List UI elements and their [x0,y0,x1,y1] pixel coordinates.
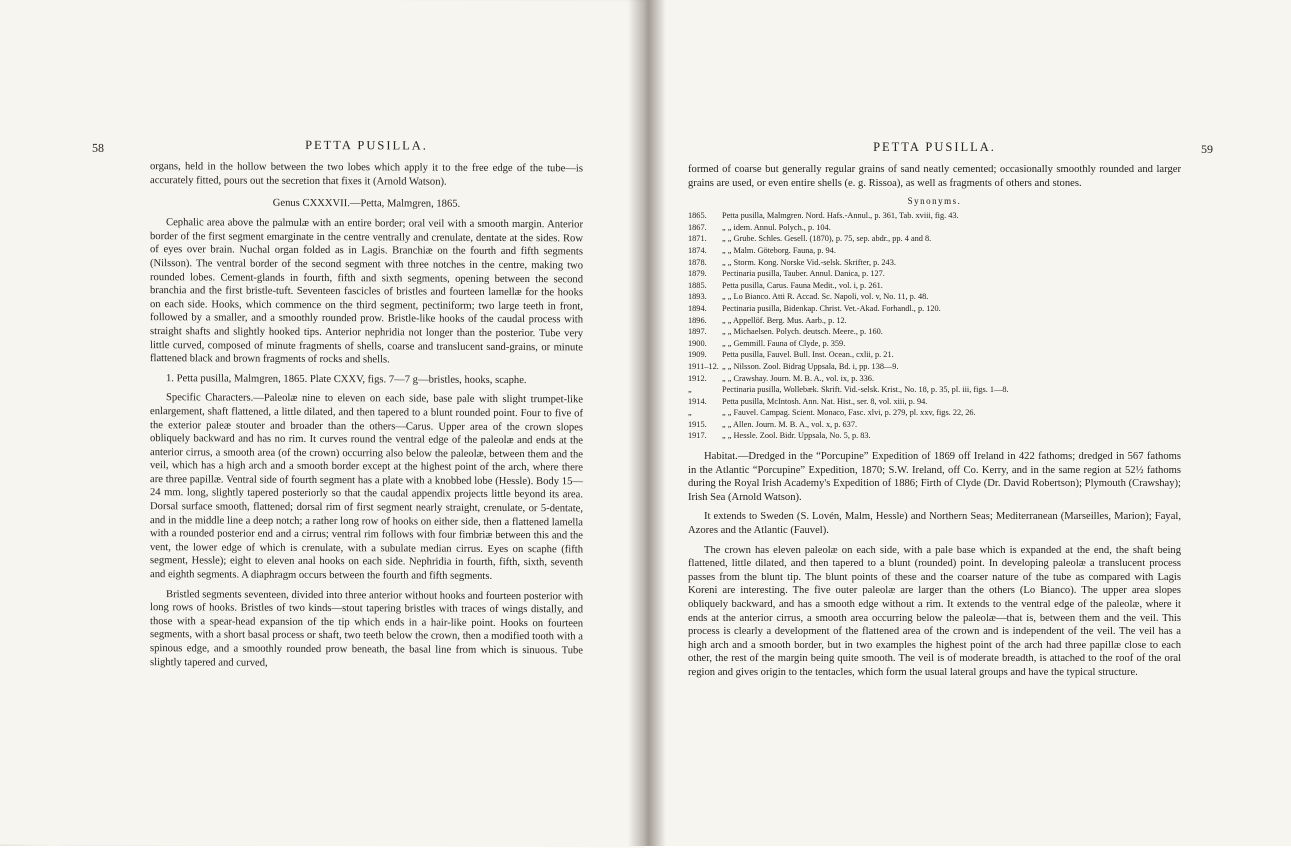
synonym-entry [688,280,1181,292]
right-opening-paragraph: formed of coarse but generally regular grains of sand neatly cemented; occasionally smoothly rounded and larger grains are used, or even entire shells (e. g. Rissoa), as well as fragments of others and stones. [688,164,1181,189]
synonym-citation: „ „ Fauvel. Campag. Scient. Monaco, Fasc. xlvi, p. 279, pl. xxv, figs. 22, 26. [722,408,976,418]
synonym-year: 1897. [688,327,707,337]
synonym-citation: „ „ Lo Bianco. Atti R. Accad. Sc. Napoli, vol. v, No. 11, p. 48. [722,292,929,302]
synonym-year: 1914. [688,396,707,406]
synonym-entry [688,210,1181,222]
synonym-entry [688,303,1181,315]
synonym-year: 1912. [688,373,707,383]
synonym-year: 1885. [688,280,707,290]
synonym-year: 1917. [688,431,707,441]
synonym-citation: Petta pusilla, Carus. Fauna Medit., vol. i, p. 261. [722,280,883,290]
synonyms-list [688,210,1181,442]
synonym-entry [688,419,1181,431]
synonym-year: 1909. [688,350,707,360]
synonym-year: 1915. [688,419,707,429]
species-heading: 1. Petta pusilla, Malmgren, 1865. Plate CXXV, figs. 7—7 g—bristles, hooks, scaphe. [166,372,527,386]
synonym-citation: „ „ Gemmill. Fauna of Clyde, p. 359. [722,338,846,348]
right-page [648,0,1291,846]
synonym-year: 1865. [688,211,707,221]
synonym-citation: Pectinaria pusilla, Bidenkap. Christ. Vet.-Akad. Forhandl., p. 120. [722,303,941,313]
synonym-entry [688,245,1181,257]
synonym-year: 1871. [688,234,707,244]
synonym-year: 1879. [688,269,707,279]
synonym-entry [688,396,1181,408]
synonym-entry [688,361,1181,373]
crown-description: The crown has eleven paleolæ on each side, with a pale base which is expanded at the end, the shaft being flattened, little dilated, and then tapered to a blunt (rounded) point. In developing paleolæ a translucent process passes from the blunt tip. The blunt points of these and the coarser nature of the tube as compared with Lagis Koreni are interesting. The five outer paleolæ are larger than the others (Lo Bianco). The upper area slopes obliquely backward, and has a smooth edge without a rim. It extends to the ventral edge of the paleolæ, where it ends at the anterior cirrus, a smooth area occurring below the paleolæ—that is, between them and the veil. This process is clearly a development of the flattened area of the crown and is independent of the veil. The veil has a high arch and a smooth border, but in two examples the highest point of the arch had three papillæ close to each other, the rest of the margin being quite smooth. The veil is of moderate breadth, is attached to the roof of the oral region and gives origin to the tentacles, which form the usual lateral groups and have the typical structure. [688,544,1181,678]
synonym-citation: „ „ Allen. Journ. M. B. A., vol. x, p. 637. [722,419,858,429]
synonym-year: 1911–12. [688,361,719,371]
habitat-paragraph: Habitat.—Dredged in the “Porcupine” Expedition of 1869 off Ireland in 422 fathoms; dredged in 567 fathoms in the Atlantic “Porcupine” Expedition, 1870; S.W. Ireland, off Co. Kerry, and in the same region at 52½ fathoms during the Royal Irish Academy's Expedition of 1886; Firth of Clyde (Dr. David Robertson); Plymouth (Crawshay); Irish Sea (Arnold Watson). [688,451,1181,503]
synonym-entry [688,430,1181,442]
synonym-entry [688,338,1181,350]
synonym-entry [688,291,1181,303]
synonym-citation: „ „ Appellöf. Berg. Mus. Aarb., p. 12. [722,315,847,325]
synonym-year: „ [688,385,692,395]
synonym-year: 1893. [688,292,707,302]
synonym-citation: „ „ idem. Annul. Polych., p. 104. [722,222,831,232]
synonym-year: 1894. [688,303,707,313]
synonym-year: 1874. [688,245,707,255]
left-folio: 58 [92,140,104,155]
left-running-head: PETTA PUSILLA. [305,137,428,153]
right-running-head: PETTA PUSILLA. [873,140,996,154]
synonym-citation: Petta pusilla, McIntosh. Ann. Nat. Hist., ser. 8, vol. xiii, p. 94. [722,396,928,406]
synonym-citation: Petta pusilla, Fauvel. Bull. Inst. Ocean., cxlii, p. 21. [722,350,894,360]
synonym-entry [688,349,1181,361]
bristled-segments-paragraph: Bristled segments seventeen, divided into three anterior without hooks and fourteen posterior with long rows of hooks. Bristles of two kinds—stout tapering bristles with traces of wings distally, and those with a spear-head expansion of the tip which ends in a hair-like point. Hooks on fourteen segments, with a short basal process or shaft, two teeth below the crown, then a modified tooth with a spinous edge, and a smoothly rounded prow beneath, the basal line from which is sinuous. Tube slightly tapered and curved, [150,588,583,669]
specific-characters: Specific Characters.—Paleolæ nine to eleven on each side, base pale with slight trumpet-like enlargement, shaft flattened, a little dilated, and then tapered to a blunt rounded point. Four to five of the exterior paleæ stouter and broader than the others—Carus. Upper area of the crown slopes obliquely backward and has no rim. It curves round the ventral edge of the paleolæ and ends at the anterior cirrus, a smooth area (of the crown) occurring also below the paleolæ, between them and the veil, which has a high arch and a smooth border except at the highest point of the arch, where there are three papillæ. Ventral side of fourth segment has a plate with a knobbed lobe (Hessle). Body 15—24 mm. long, slightly tapered posteriorly so that the caudal appendix projects little beyond its area. Dorsal surface smooth, flattened; dorsal rim of first segment nearly straight, crenulate, or 5-dentate, and in the middle line a deep notch; a rather long row of hooks on either side, then a flattened lamella with a rounded posterior end and a cirrus; ventral rim follows with four fimbriæ between this and the vent, the lower edge of which is crenulate, with a subulate median cirrus. Eyes on scaphe (fifth segment, Hessle); eight to eleven anal hooks on each side. Nephridia in fourth, fifth, sixth, seventh and eighth segments. A diaphragm occurs between the fourth and fifth segments. [150,392,583,582]
synonym-entry [688,373,1181,385]
synonym-citation: Petta pusilla, Malmgren. Nord. Hafs.-Annul., p. 361, Tab. xviii, fig. 43. [722,211,959,221]
synonym-entry [688,384,1181,396]
synonym-entry [688,315,1181,327]
left-opening-paragraph: organs, held in the hollow between the two lobes which apply it to the free edge of the tube—is accurately fitted, pours out the secretion that fixes it (Arnold Watson). [150,161,583,188]
synonym-entry [688,257,1181,269]
synonym-year: 1900. [688,338,707,348]
synonym-entry [688,222,1181,234]
genus-description: Cephalic area above the palmulæ with an entire border; oral veil with a smooth margin. Anterior border of the first segment emarginate in the centre ventrally and crenulate, dentate at the sides. Row of eyes over brain. Nuchal organ folded as in Lagis. Branchiæ on the fourth and fifth segments (Nilsson). The ventral border of the second segment with three notches in the centre, making two rounded lobes. Cement-glands in fourth, fifth and sixth segments, opening between the second branchia and the first bristle-tuft. Seventeen fascicles of bristles and fourteen lamellæ for the hooks on each side. Hooks, which commence on the third segment, pectiniform; two large teeth in front, followed by a smaller, and a smoothly rounded prow. Bristle-like hooks of the caudal process with straight shafts and slightly hooked tips. Anterior nephridia not longer than the posterior. Tube very little curved, composed of minute fragments of shells, coarse and translucent sand-grains, or minute flattened black and brown fragments of rocks and shells. [150,217,583,366]
distribution-paragraph: It extends to Sweden (S. Lovén, Malm, Hessle) and Northern Seas; Mediterranean (Marseilles, Marion); Fayal, Azores and the Atlantic (Fauvel). [688,511,1181,537]
synonym-citation: Pectinaria pusilla, Wollebæk. Skrift. Vid.-selsk. Krist., No. 18, p. 35, pl. iii, figs. 1—8. [722,385,1009,395]
synonym-citation: „ „ Malm. Göteborg. Fauna, p. 94. [722,245,836,255]
synonyms-title: Synonyms. [907,196,962,207]
synonym-entry [688,233,1181,245]
synonym-citation: „ „ Hessle. Zool. Bidr. Uppsala, No. 5, p. 83. [722,431,871,441]
genus-heading: Genus CXXXVII.—Petta, Malmgren, 1865. [272,197,461,210]
synonym-citation: Pectinaria pusilla, Tauber. Annul. Danica, p. 127. [722,269,885,279]
synonym-year: 1878. [688,257,707,267]
synonym-entry [688,268,1181,280]
synonym-entry [688,326,1181,338]
synonym-year: „ [688,408,692,418]
synonym-citation: „ „ Storm. Kong. Norske Vid.-selsk. Skrifter, p. 243. [722,257,896,267]
synonym-citation: „ „ Nilsson. Zool. Bidrag Uppsala, Bd. i, pp. 138—9. [722,361,899,371]
book-gutter [628,0,666,846]
synonym-citation: „ „ Michaelsen. Polych. deutsch. Meere., p. 160. [722,327,883,337]
synonym-citation: „ „ Grube. Schles. Gesell. (1870), p. 75, sep. abdr., pp. 4 and 8. [722,234,932,244]
synonym-year: 1896. [688,315,707,325]
synonym-year: 1867. [688,222,707,232]
synonym-citation: „ „ Crawshay. Journ. M. B. A., vol. ix, p. 336. [722,373,875,383]
synonym-entry [688,407,1181,419]
right-folio: 59 [1201,142,1213,156]
left-page [0,0,645,848]
